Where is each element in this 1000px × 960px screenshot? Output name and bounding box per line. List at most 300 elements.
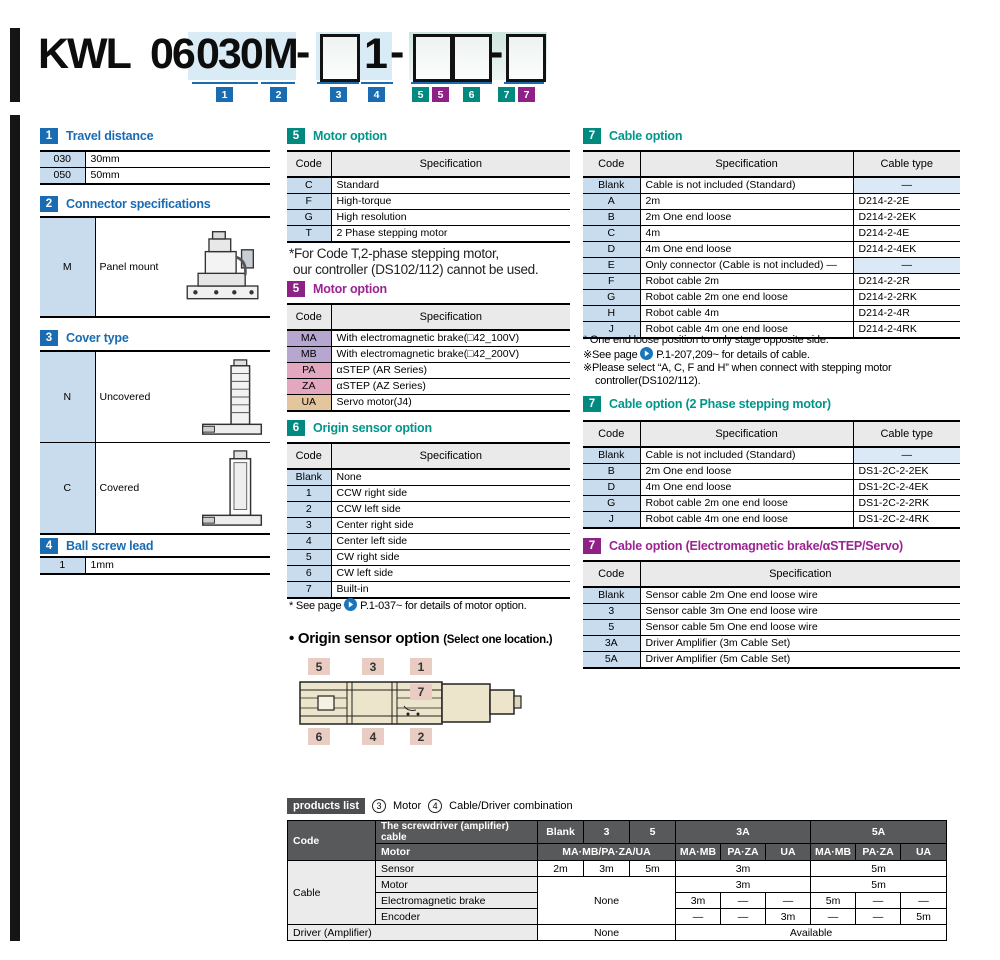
code-cell: 2 [287,502,331,518]
section-title: Motor option [313,282,387,296]
table-row [583,512,960,529]
spec-cell: Robot cable 2m [640,274,853,290]
cell: — [811,909,856,925]
spec-cell: With electromagnetic brake(□42_100V) [331,330,570,347]
section-title: Cover type [66,331,129,345]
header-row [287,443,570,469]
spec-cell: D214-2-2R [853,274,960,290]
products-list-tag: products list [287,798,365,814]
column-header: Specification [640,561,960,587]
cell: — [721,893,766,909]
model-prefix: KWL [38,30,130,78]
section-badge: 7 [583,396,601,412]
motor-group-blank35: MA·MB/PA·ZA/UA [538,844,676,861]
spec-cell: DS1-2C-2-2EK [853,464,960,480]
origin-pos-6: 6 [315,730,323,744]
cable-option-table-1 [583,150,960,339]
cable-notes [583,334,891,388]
table-row [583,464,960,480]
table-row [287,518,570,534]
column-header: Code [287,443,331,469]
spec-cell: High-torque [331,194,570,210]
origin-diagram-heading: • Origin sensor option (Select one location.) [289,630,553,647]
spec-cell [95,351,270,443]
origin-pos-2: 2 [417,730,425,744]
model-box-origin [452,34,492,82]
spec-cell: αSTEP (AR Series) [331,363,570,379]
motor-t-note [289,246,538,278]
segment-badge-1: 1 [216,87,233,102]
cell: 5m [901,909,947,925]
column-header: Code [583,151,640,177]
spec-cell: 50mm [85,168,270,185]
section-title: Motor option [313,129,387,143]
table-row [287,395,570,412]
cell: — [901,893,947,909]
table-row [287,379,570,395]
column-header: Specification [331,151,570,177]
segment-badge-2: 2 [270,87,287,102]
spec-cell: Sensor cable 2m One end loose wire [640,587,960,604]
origin-pos-5: 5 [315,660,323,674]
section-cable-option-2 [583,396,831,412]
ball-screw-table [40,556,270,575]
section-title: Origin sensor option [313,421,432,435]
spec-cell: Center right side [331,518,570,534]
table-row [583,274,960,290]
table-row [288,844,947,861]
table-row [583,587,960,604]
spec-cell: D214-2-2EK [853,210,960,226]
section-badge: 5 [287,128,305,144]
underline-7 [504,82,544,84]
code-cell: 5A [583,652,640,669]
spec-cell: — [853,447,960,464]
code-cell: MB [287,347,331,363]
segment-badge-4: 4 [368,87,385,102]
table-row [287,534,570,550]
table-row [288,821,947,844]
caption-cable-driver: Cable/Driver combination [449,800,573,812]
column-header: Specification [331,304,570,330]
note-text: P.1-037~ for details of motor option. [360,600,527,612]
segment-badge-3: 3 [330,87,347,102]
model-box-cable [506,34,546,82]
table-row [583,210,960,226]
products-list-caption [287,798,573,814]
underline-1 [192,82,258,84]
section-badge: 6 [287,420,305,436]
table-row [287,210,570,226]
header-row [583,151,960,177]
motor-group: MA·MB [676,844,721,861]
code-cell: UA [287,395,331,412]
code-cell: A [583,194,640,210]
table-row [287,330,570,347]
origin-pos-3: 3 [369,660,377,674]
cell: 5m [811,861,947,877]
code-cell: 5 [287,550,331,566]
section-cover-type [40,330,129,346]
table-row [287,363,570,379]
code-cell: J [583,322,640,339]
spec-cell: Robot cable 2m one end loose [640,496,853,512]
col-blank: Blank [538,821,584,844]
col-3a: 3A [676,821,811,844]
note-text: P.1-207,209~ for details of cable. [656,349,810,361]
column-header: Cable type [853,421,960,447]
spec-cell: CW right side [331,550,570,566]
header-row [583,421,960,447]
model-travel: 030 [196,30,262,78]
header-row [583,561,960,587]
spec-cell: CW left side [331,566,570,582]
spec-cell: DS1-2C-2-4EK [853,480,960,496]
code-cell: B [583,464,640,480]
cover-label: Uncovered [99,390,151,403]
code-cell: 7 [287,582,331,599]
products-combination-table [287,820,947,941]
table-row [287,347,570,363]
table-row [40,557,270,574]
table-row [583,226,960,242]
section-badge: 1 [40,128,58,144]
code-cell: F [287,194,331,210]
table-row [583,242,960,258]
spec-cell: αSTEP (AZ Series) [331,379,570,395]
code-cell: J [583,512,640,529]
segment-badge-5-teal: 5 [412,87,429,102]
table-row [583,194,960,210]
section-title: Cable option [609,129,683,143]
table-row [287,469,570,486]
table-row [288,925,947,941]
cell: None [538,925,676,941]
code-cell: G [287,210,331,226]
spec-cell [95,217,270,317]
section-travel-distance [40,128,153,144]
code-cell: ZA [287,379,331,395]
code-cell: MA [287,330,331,347]
table-row [40,443,270,535]
spec-cell: Driver Amplifier (5m Cable Set) [640,652,960,669]
spec-cell: None [331,469,570,486]
table-row [583,177,960,194]
cell: Available [676,925,947,941]
see-page-motor-note [289,598,527,613]
spec-cell: 1mm [85,557,270,574]
travel-distance-table [40,150,270,185]
note-text: * See page [289,600,342,612]
spec-cell: CCW right side [331,486,570,502]
connector-label: Panel mount [99,260,159,273]
model-dash-1: - [296,28,309,76]
table-row [583,306,960,322]
spec-cell: Cable is not included (Standard) [640,177,853,194]
motor-option-table-1 [287,150,570,243]
segment-badge-7-purple: 7 [518,87,535,102]
code-cell: 3 [287,518,331,534]
table-row [583,652,960,669]
section-title: Ball screw lead [66,539,154,553]
motor-group: UA [766,844,811,861]
spec-cell: 2m One end loose [640,210,853,226]
spec-cell: High resolution [331,210,570,226]
spec-cell: DS1-2C-2-4RK [853,512,960,529]
spec-cell: D214-2-4RK [853,322,960,339]
table-row [40,351,270,443]
spec-cell: — [853,258,960,274]
code-cell: F [583,274,640,290]
section-badge: 7 [583,538,601,554]
cell: — [721,909,766,925]
spec-cell: D214-2-2E [853,194,960,210]
header-row [287,304,570,330]
origin-sensor-diagram [292,656,552,748]
spec-cell: 2m [640,194,853,210]
col-5: 5 [630,821,676,844]
code-cell: G [583,290,640,306]
motor-label: Motor [376,877,538,893]
table-row [40,217,270,317]
table-row [583,447,960,464]
section-title: Cable option (Electromagnetic brake/αSTEP/Servo) [609,539,903,553]
code-cell: H [583,306,640,322]
note-line: *For Code T,2-phase stepping motor, [289,246,499,261]
table-row [583,604,960,620]
motor-option-table-2 [287,303,570,412]
encoder-label: Encoder [376,909,538,925]
table-row [288,877,947,893]
spec-cell: Cable is not included (Standard) [640,447,853,464]
spec-cell: Servo motor(J4) [331,395,570,412]
code-cell: G [583,496,640,512]
table-row [287,194,570,210]
underline-3 [317,82,359,84]
column-header: Code [287,151,331,177]
spec-cell: Standard [331,177,570,194]
spec-cell: Driver Amplifier (3m Cable Set) [640,636,960,652]
spec-cell: 30mm [85,151,270,168]
spec-cell: Only connector (Cable is not included) — [640,258,853,274]
code-cell: 1 [40,557,85,574]
note-text: ※See page [583,349,638,361]
spec-cell: D214-2-4E [853,226,960,242]
table-row [40,168,270,185]
section-title: Travel distance [66,129,154,143]
table-row [583,258,960,274]
column-header: Specification [640,421,853,447]
code-cell: C [287,177,331,194]
heading-subtext: (Select one location.) [443,634,553,646]
cell: None [538,877,676,925]
section-motor-option-2 [287,281,387,297]
section-connector [40,196,211,212]
spec-cell: DS1-2C-2-2RK [853,496,960,512]
code-cell: Blank [287,469,331,486]
brake-label: Electromagnetic brake [376,893,538,909]
cell: 3m [676,861,811,877]
spec-cell: CCW left side [331,502,570,518]
panel-mount-illustration [180,225,266,309]
spec-cell: 4m One end loose [640,242,853,258]
table-row [287,226,570,243]
table-row [583,620,960,636]
origin-pos-7: 7 [417,685,425,699]
column-header: Specification [331,443,570,469]
spec-cell: D214-2-4R [853,306,960,322]
section-ball-screw [40,538,153,554]
col-5a: 5A [811,821,947,844]
see-page-icon [344,598,357,611]
cover-label: Covered [99,481,140,494]
code-cell: 1 [287,486,331,502]
motor-group: UA [901,844,947,861]
underline-5 [411,82,453,84]
segment-badge-7-teal: 7 [498,87,515,102]
code-cell: Blank [583,447,640,464]
table-row [287,582,570,599]
table-row [287,550,570,566]
spec-cell: Robot cable 4m one end loose [640,512,853,529]
cell: — [676,909,721,925]
header-accent-bar [10,28,20,102]
model-box-motor [413,34,453,82]
spec-cell: Sensor cable 5m One end loose wire [640,620,960,636]
segment-badge-6: 6 [463,87,480,102]
origin-pos-4: 4 [369,730,377,744]
section-badge: 5 [287,281,305,297]
col-3: 3 [584,821,630,844]
spec-cell: With electromagnetic brake(□42_200V) [331,347,570,363]
segment-badge-5-purple: 5 [432,87,449,102]
motor-group: PA·ZA [856,844,901,861]
code-cell: 050 [40,168,85,185]
model-connector: M [263,30,297,78]
model-dash-2: - [390,28,403,76]
table-row [583,496,960,512]
section-motor-option-1 [287,128,387,144]
spec-cell: — [853,177,960,194]
cable-row-header: Cable [288,861,376,925]
screwdriver-header: The screwdriver (amplifier) cable [376,821,538,844]
code-cell: C [40,443,95,535]
code-cell: D [583,242,640,258]
section-origin-sensor [287,420,432,436]
code-cell: C [583,226,640,242]
section-title: Cable option (2 Phase stepping motor) [609,397,831,411]
cell: 3m [676,877,811,893]
heading-text: Origin sensor option [297,630,440,647]
circled-3: 3 [372,799,386,813]
code-header: Code [288,821,376,861]
body-accent-bar [10,115,20,941]
note-line: * One end loose position to only stage opposite side. [583,334,829,346]
covered-illustration [200,447,266,529]
code-cell: T [287,226,331,243]
table-row [287,502,570,518]
code-cell: B [583,210,640,226]
uncovered-illustration [200,356,266,438]
cell: 5m [811,893,856,909]
spec-cell: 4m [640,226,853,242]
column-header: Code [287,304,331,330]
caption-motor: Motor [393,800,422,812]
code-cell: E [583,258,640,274]
code-cell: 3A [583,636,640,652]
underline-2 [261,82,295,84]
sensor-label: Sensor [376,861,538,877]
spec-cell: 2 Phase stepping motor [331,226,570,243]
cell: 3m [676,893,721,909]
cell: — [766,893,811,909]
note-line: our controller (DS102/112) cannot be used. [293,262,539,277]
spec-cell: 4m One end loose [640,480,853,496]
cell: — [856,909,901,925]
table-row [287,177,570,194]
motor-group: MA·MB [811,844,856,861]
code-cell: PA [287,363,331,379]
connector-table [40,216,270,318]
column-header: Code [583,561,640,587]
cell: 5m [630,861,676,877]
table-row [583,480,960,496]
spec-cell: Robot cable 4m [640,306,853,322]
section-cable-option-3 [583,538,903,554]
note-line: controller(DS102/112). [595,375,701,387]
section-title: Connector specifications [66,197,211,211]
spec-cell: D214-2-2RK [853,290,960,306]
cell: 5m [811,877,947,893]
code-cell: 5 [583,620,640,636]
section-cable-option-1 [583,128,682,144]
code-cell: M [40,217,95,317]
model-dash-3: - [489,28,502,76]
origin-sensor-table [287,442,570,599]
table-row [287,566,570,582]
motor-group: PA·ZA [721,844,766,861]
table-row [288,861,947,877]
column-header: Cable type [853,151,960,177]
header-row [287,151,570,177]
underline-4 [361,82,393,84]
section-badge: 7 [583,128,601,144]
circled-4: 4 [428,799,442,813]
cell: — [856,893,901,909]
code-cell: 6 [287,566,331,582]
table-row [583,636,960,652]
code-cell: 4 [287,534,331,550]
code-cell: Blank [583,587,640,604]
model-lead: 1 [364,30,386,78]
table-row [40,151,270,168]
code-cell: 3 [583,604,640,620]
column-header: Code [583,421,640,447]
cell: 2m [538,861,584,877]
model-box-cover [320,34,360,82]
spec-cell: 2m One end loose [640,464,853,480]
see-page-icon [640,347,653,360]
note-line: ※Please select “A, C, F and H” when connect with stepping motor [583,362,892,374]
spec-cell [95,443,270,535]
code-cell: 030 [40,151,85,168]
section-badge: 2 [40,196,58,212]
spec-cell: Robot cable 2m one end loose [640,290,853,306]
section-badge: 4 [40,538,58,554]
spec-cell: Center left side [331,534,570,550]
spec-cell: D214-2-4EK [853,242,960,258]
code-cell: Blank [583,177,640,194]
